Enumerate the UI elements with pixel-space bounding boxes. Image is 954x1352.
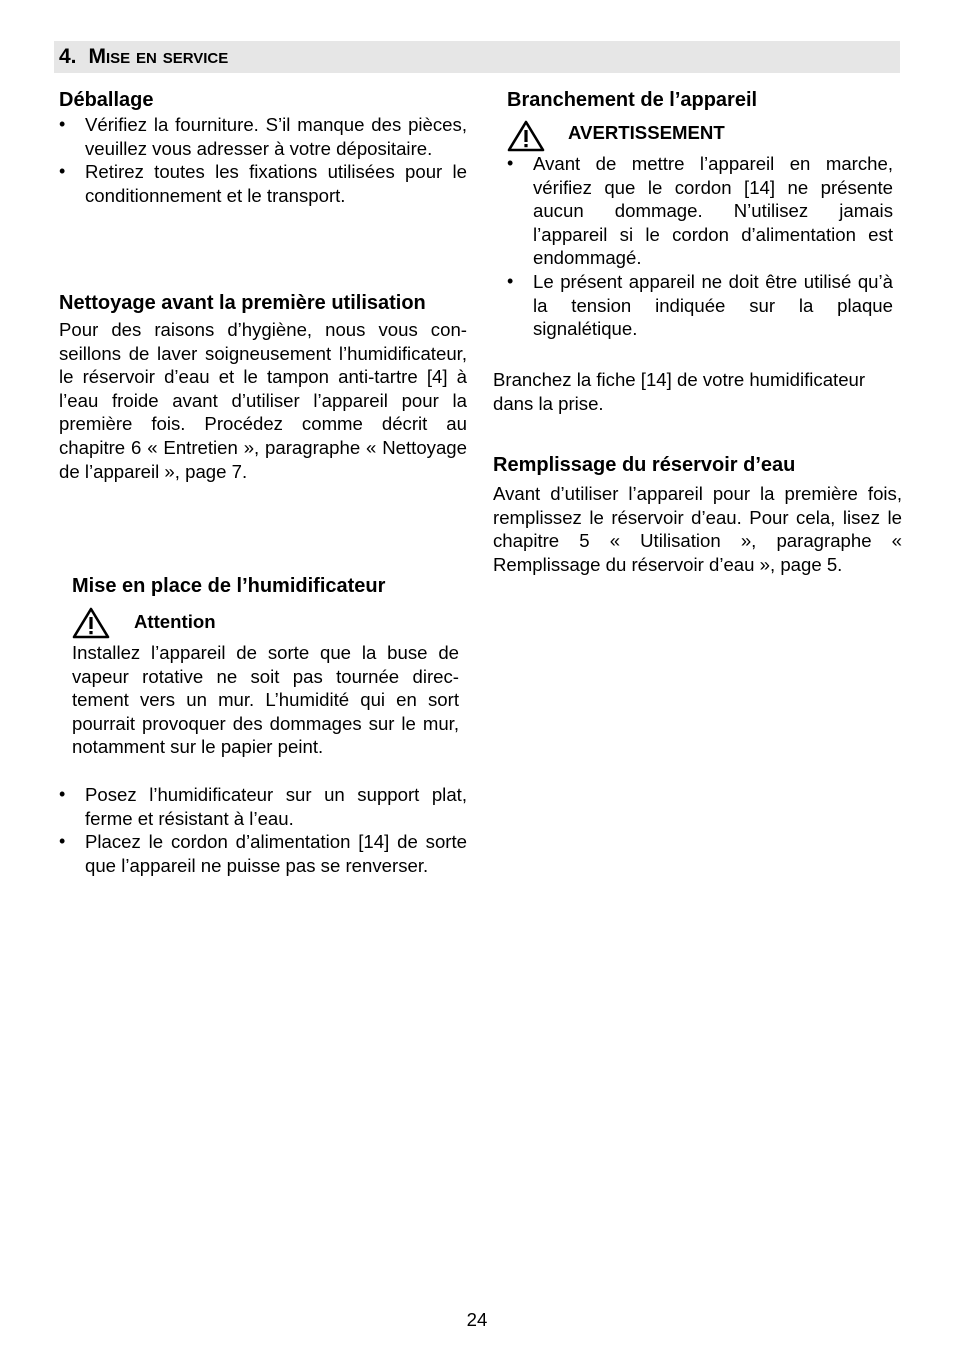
list-item [507,270,893,341]
bullet-glyph: • [507,153,514,173]
warning-triangle-icon [507,120,545,152]
list-item-text: Posez l’humidificateur sur un support plat, ferme et résistant à l’eau. [85,784,467,829]
section-number: 4. [59,45,77,68]
branchement-list [507,152,893,341]
heading-nettoyage: Nettoyage avant la première utilisation [59,292,426,314]
list-item [59,160,467,207]
list-item [507,152,893,270]
bullet-glyph: • [507,270,514,291]
section-title [59,44,228,70]
attention-paragraph: Installez l’appareil de sorte que la buse de vapeur rotative ne soit pas tournée directement vers un mur. L’humidité qui en sort pourrait provoquer des dommages sur le mur, notamment sur le papier peint. [72,642,459,758]
page-number: 24 [466,1309,488,1330]
list-item-text: Vérifiez la fourniture. S’il manque des pièces, veuillez vous adresser à votre dépositaire. [85,114,467,159]
avertissement-row [507,120,893,154]
list-item-text: Le présent appareil ne doit être utilisé qu’à la tension indiquée sur la plaque signalétique. [533,270,893,340]
attention-label: Attention [134,611,216,632]
heading-mise-en-place: Mise en place de l’humidificateur [72,575,386,597]
heading-remplissage: Remplissage du réservoir d’eau [493,454,796,476]
left-placement-list-block [59,783,467,877]
list-item-text: Avant de mettre l’appareil en marche, vérifiez que le cordon [14] ne présente aucun dommage. N’utilisez jamais l’appareil si le cordon d’alimentation est endommagé. [533,153,893,269]
right-branchez-block [493,368,902,415]
left-mise-en-place-block [72,574,459,759]
heading-branchement: Branchement de l’appareil [507,89,758,111]
list-item-text: Retirez toutes les fixations utilisées pour le conditionnement et le transport. [85,161,467,206]
list-item [59,783,467,830]
left-column [59,88,467,207]
right-remplissage-block [493,453,902,576]
deballage-list [59,113,467,207]
warning-triangle-icon [72,607,110,639]
bullet-glyph: • [59,831,66,852]
list-item [59,113,467,160]
attention-row [72,607,459,639]
section-title-text: Mise en service [88,45,229,68]
bullet-glyph: • [59,784,66,804]
list-item-text: Placez le cordon d’alimentation [14] de sorte que l’appareil ne puisse pas se renverser. [85,831,467,876]
nettoyage-paragraph: Pour des raisons d’hygiène, nous vous conseillons de laver soigneusement l’humidificateur, le réservoir d’eau et le tampon anti-tartre [4] à l’eau froide avant d’utiliser l’appareil pour la première fois. Procédez comme décrit au chapitre 6 « Entretien », paragraphe « Nettoyage de l’appareil », page 7. [59,319,467,482]
bullet-glyph: • [59,161,66,182]
branchez-paragraph: Branchez la fiche [14] de votre humidificateur dans la prise. [493,369,866,414]
section-header [54,41,900,73]
bullet-glyph: • [59,114,66,134]
remplissage-paragraph: Avant d’utiliser l’appareil pour la première fois, remplissez le réservoir d’eau. Pour cela, lisez le chapitre 5 « Utilisation », paragraphe « Remplissage du réservoir d’eau », page 5. [493,483,902,575]
right-branchement-block [507,88,893,341]
placement-list [59,783,467,877]
heading-deballage: Déballage [59,89,154,111]
left-nettoyage-block [59,291,467,483]
list-item [59,830,467,877]
avertissement-label: AVERTISSEMENT [568,122,725,143]
